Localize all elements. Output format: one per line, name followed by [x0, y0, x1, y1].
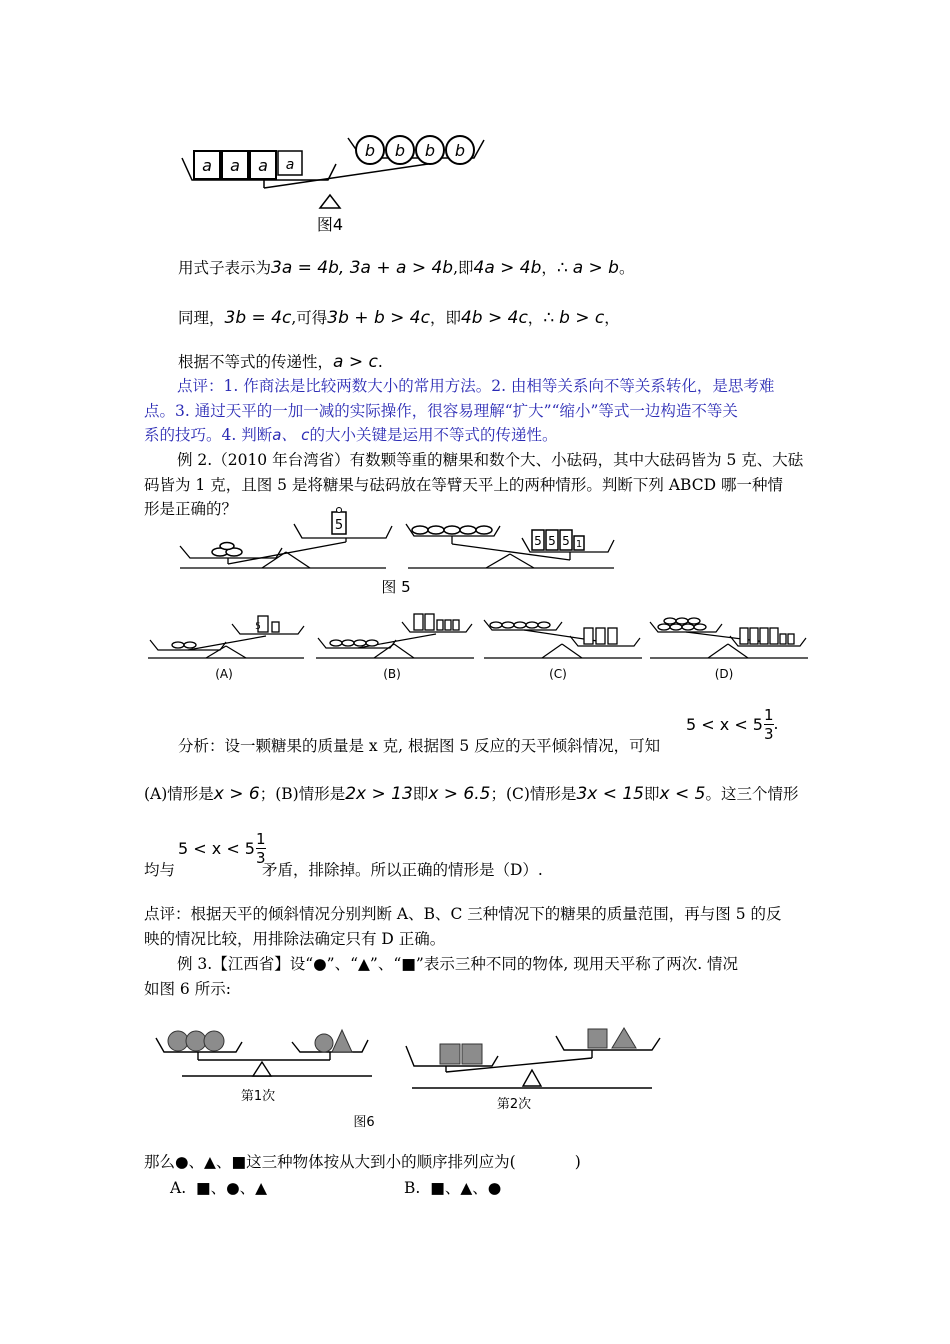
analysis-text: 分析：设一颗糖果的质量是 x 克, 根据图 5 反应的天平倾斜情况，可知 [178, 737, 661, 755]
fig4-b-balls [356, 136, 474, 164]
svg-text:b: b [394, 141, 406, 160]
option-d-items [658, 618, 794, 644]
svg-text:5: 5 [562, 534, 570, 548]
conclusion-suffix: 矛盾，排除掉。所以正确的情形是（D）. [262, 861, 543, 879]
choice-b: B. ■、▲、● [404, 1179, 502, 1197]
example-2: 例 2.（2010 年台湾省）有数颗等重的糖果和数个大、小砝码，其中大砝码皆为 5 克、大砝 码皆为 1 克，且图 5 是将糖果与砝码放在等臂天平上的两种情形。判断下列 ABCD 哪一种情 形是正确的？ [144, 451, 804, 518]
option-d-label: (D) [714, 667, 734, 681]
conclusion-inequality: 5 < x < 5 $\frac{1}{3}$ [178, 830, 266, 867]
comment-1: 点评：1. 作商法是比较两数大小的常用方法。2. 由相等关系向不等关系转化，是思考难 点。3. 通过天平的一加一减的实际操作，很容易理解“扩大”“缩小”等式一边构造不等关 系的技巧。4. 判断a、 c的大小关键是运用不等式的传递性。 [144, 377, 775, 444]
svg-text:5: 5 [534, 534, 542, 548]
option-c-items [490, 622, 617, 644]
fig5-options [146, 612, 810, 682]
svg-text:1: 1 [575, 539, 583, 550]
fig5-candies-2 [412, 526, 492, 534]
figure-4 [178, 128, 498, 238]
fig4-caption: 图4 [316, 215, 344, 234]
options-analysis-line: (A)情形是x > 6；(B)情形是2x > 13即x > 6.5；(C)情形是3x < 15即x < 5。这三个情形 [144, 784, 799, 804]
svg-text:5: 5 [255, 622, 261, 632]
fig4-label-b: b [364, 141, 376, 160]
equation-line-1: 用式子表示为3a = 4b, 3a + a > 4b,即4a > 4b，∴ a > b。 [178, 258, 635, 278]
svg-text:a: a [258, 156, 268, 175]
fig6-second-label: 第2次 [496, 1097, 532, 1112]
option-a-label: (A) [215, 667, 233, 681]
fig6-squares-triangle [440, 1028, 636, 1064]
fig5-caption: 图 5 [381, 578, 411, 596]
fig4-label-a: a [202, 156, 212, 175]
fig5-candies-1 [212, 543, 242, 557]
choice-a: A. ■、●、▲ [170, 1179, 268, 1197]
fig6-first-label: 第1次 [240, 1089, 276, 1104]
question-line: 那么●、▲、■这三种物体按从大到小的顺序排列应为( ) [144, 1153, 581, 1171]
svg-text:b: b [424, 141, 436, 160]
svg-text:5: 5 [548, 534, 556, 548]
fig6-caption: 图6 [353, 1115, 375, 1130]
figure-6 [152, 1020, 668, 1136]
option-b-label: (B) [383, 667, 401, 681]
analysis-inequality: 5 < x < 5 $\frac{1}{3}$ . [686, 706, 779, 743]
fig6-circles [168, 1030, 352, 1052]
conclusion-prefix: 均与 [144, 861, 176, 879]
comment-2: 点评：根据天平的倾斜情况分别判断 A、B、C 三种情况下的糖果的质量范围，再与图 5 的反 映的情况比较，用排除法确定只有 D 正确。 [144, 905, 782, 948]
equation-line-3: 根据不等式的传递性，a > c. [178, 352, 383, 372]
fig5-weights-2 [532, 530, 584, 550]
figure-5 [176, 506, 616, 598]
svg-text:5: 5 [334, 518, 344, 533]
equation-line-2: 同理，3b = 4c,可得3b + b > 4c，即4b > 4c，∴ b > c， [178, 308, 620, 328]
option-c-label: (C) [549, 667, 567, 681]
fig4-a-blocks [194, 151, 302, 179]
svg-text:a: a [230, 156, 240, 175]
svg-text:a: a [285, 157, 295, 173]
example-3: 例 3.【江西省】设“●”、“▲”、“■”表示三种不同的物体, 现用天平称了两次. 情况 如图 6 所示: [144, 955, 739, 998]
answer-blank [516, 1153, 575, 1171]
option-a-balance [148, 624, 304, 658]
fig5-balance-1 [180, 524, 392, 568]
fig5-weight-5 [332, 508, 346, 535]
svg-text:b: b [454, 141, 466, 160]
